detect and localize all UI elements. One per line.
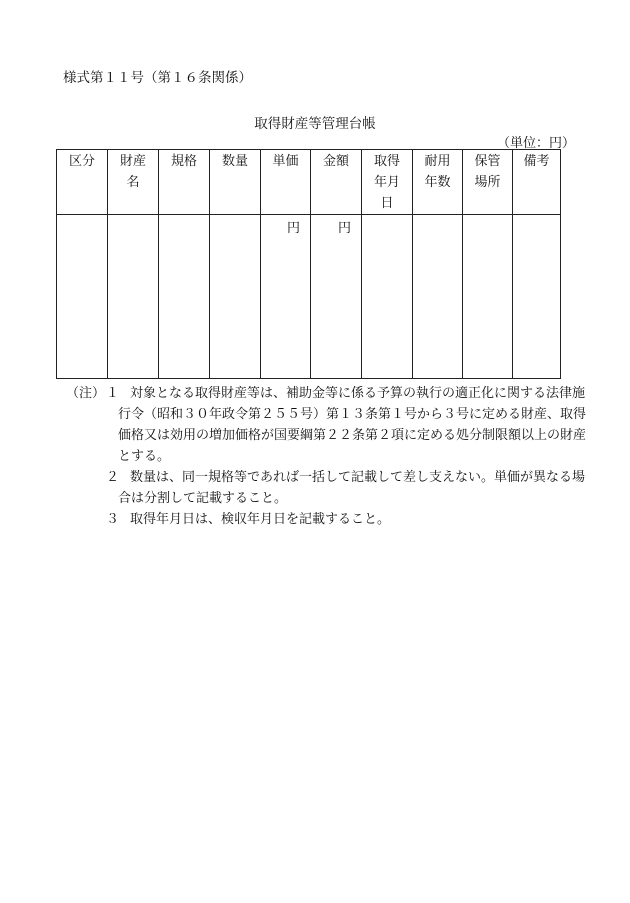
header-line: 年月: [373, 175, 400, 190]
cell-category: [57, 215, 108, 379]
header-line: 年数: [424, 175, 451, 190]
header-line: 単価: [272, 154, 299, 169]
header-line: 日: [380, 196, 394, 211]
cell-amount: 円: [311, 215, 362, 379]
asset-ledger-table: [56, 149, 561, 379]
header-quantity: [210, 150, 261, 215]
header-line: 区分: [68, 154, 95, 169]
note-text: 数量は、同一規格等であれば一括して記載して差し支えない。単価が異なる場合は分割して記載すること。: [118, 470, 586, 506]
table-row: [57, 215, 561, 379]
notes-section: [66, 383, 586, 530]
document-title: 取得財産等管理台帳: [254, 116, 376, 132]
form-number-label: 様式第１１号（第１６条関係）: [63, 70, 252, 86]
note-number: ３: [106, 512, 120, 527]
header-acquisition-date: [362, 150, 413, 215]
cell-quantity: [210, 215, 261, 379]
note-item: [66, 467, 586, 509]
header-asset-name: [108, 150, 159, 215]
header-storage-location: [463, 150, 513, 215]
header-amount: [311, 150, 362, 215]
header-line: 財産: [119, 154, 146, 169]
header-line: 数量: [221, 154, 248, 169]
cell-spec: [159, 215, 210, 379]
note-item: [66, 509, 586, 530]
note-number: ２: [106, 470, 120, 485]
notes-label: （注）: [66, 386, 106, 401]
cell-remarks: [513, 215, 561, 379]
cell-asset-name: [108, 215, 159, 379]
header-line: 名: [126, 175, 140, 190]
header-unit-price: [261, 150, 311, 215]
header-line: 耐用: [424, 154, 451, 169]
header-category: [57, 150, 108, 215]
cell-useful-life: [413, 215, 463, 379]
table-header-row: [57, 150, 561, 215]
header-remarks: [513, 150, 561, 215]
cell-unit-price: 円: [261, 215, 311, 379]
unit-label: （単位：円）: [496, 136, 575, 151]
header-line: 金額: [322, 154, 349, 169]
header-useful-life: [413, 150, 463, 215]
header-line: 保管: [474, 154, 501, 169]
cell-storage-location: [463, 215, 513, 379]
note-text: 取得年月日は、検収年月日を記載すること。: [130, 512, 391, 527]
header-spec: [159, 150, 210, 215]
header-line: 規格: [170, 154, 197, 169]
note-text: 対象となる取得財産等は、補助金等に係る予算の執行の適正化に関する法律施行令（昭和３０年政令第２５５号）第１３条第１号から３号に定める財産、取得価格又は効用の増加価格が国要綱第２２条第２項に定める処分制限額以上の財産とする。: [118, 386, 587, 464]
cell-acquisition-date: [362, 215, 413, 379]
header-line: 備考: [523, 154, 550, 169]
header-line: 場所: [474, 175, 501, 190]
note-item: [66, 383, 586, 467]
header-line: 取得: [373, 154, 400, 169]
note-number: １: [106, 386, 120, 401]
